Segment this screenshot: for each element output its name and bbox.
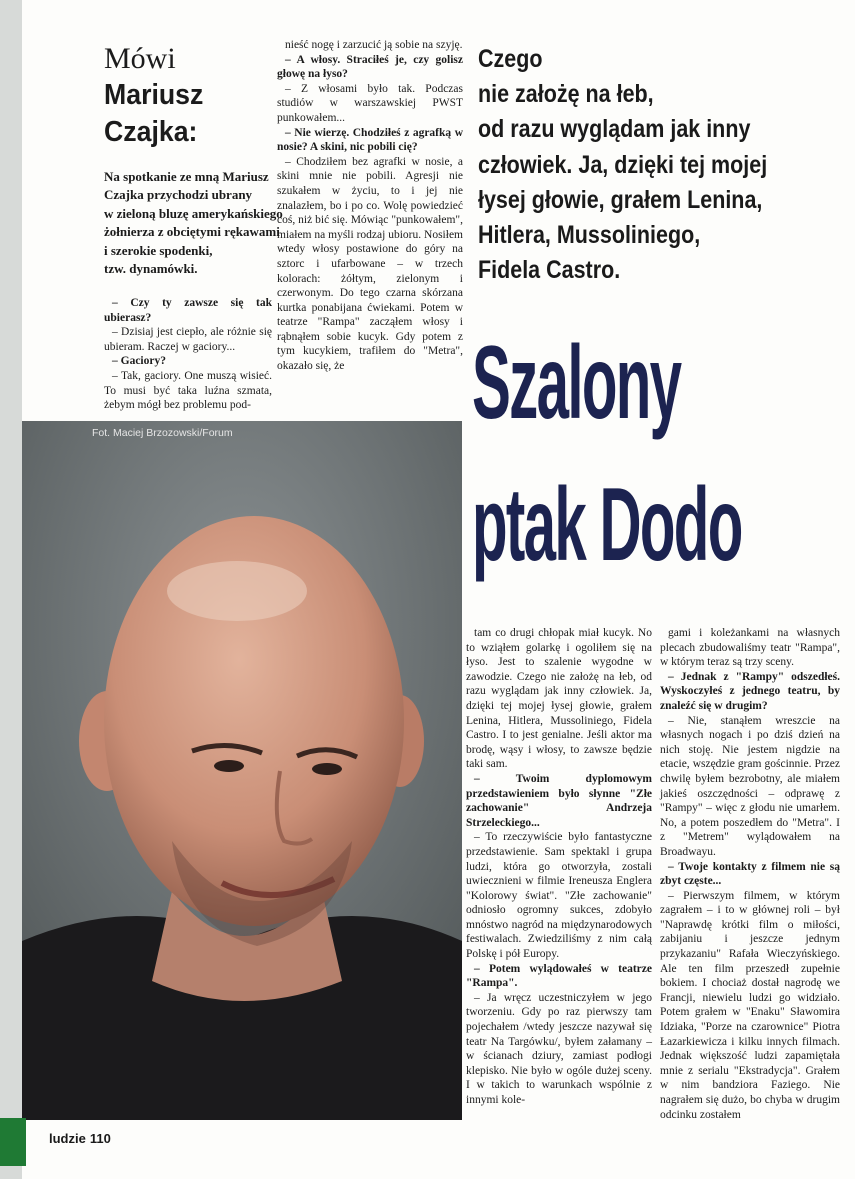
portrait-illustration: [22, 421, 462, 1120]
interview-question: – Czy ty zawsze się tak ubierasz?: [104, 297, 272, 324]
portrait-photo: [22, 421, 462, 1120]
magazine-name: ludzie: [49, 1131, 86, 1146]
interview-answer: – Ja wręcz uczestniczyłem w jego tworzeniu. Gdy po raz pierwszy tam pojechałem /wtedy jeszcze nazywał się teatr Na Targówku/, byłem załamany – w ścianach dziury, zamiast podłogi klepisko. Nie było w ogóle dużej sceny. I w takich to warunkach wspólnie z innymi kole-: [466, 991, 652, 1106]
interview-answer: nieść nogę i zarzucić ją sobie na szyję.: [285, 39, 463, 51]
quote-line: nie założę na łeb,: [478, 80, 654, 109]
interview-question: – Potem wylądowałeś w teatrze "Rampa".: [466, 962, 652, 990]
intro-line: tzw. dynamówki.: [104, 261, 198, 277]
text-column-4: [660, 626, 840, 1122]
interview-question: – Gaciory?: [112, 355, 166, 368]
page-number: 110: [89, 1131, 111, 1146]
quote-line: Czego: [478, 45, 543, 73]
intro-line: w zieloną bluzę amerykańskiego: [104, 205, 283, 221]
text-column-3: [466, 626, 652, 1108]
intro-line: Na spotkanie ze mną Mariusz: [104, 169, 269, 184]
interview-answer: – Chodziłem bez agrafki w nosie, a skini mnie nie pobili. Agresji nie szukałem w życiu, to i jej nie znalazłem, bo i po co. Wolę powiedzieć coś, niż bić się. Mówiąc "punkowałem", miałem na myśli rodzaj ubioru. Nosiłem wtedy włosy postawione do góry na sztorc i ufarbowane – w trzech kolorach: żółtym, zielonym i czerwonym. Do tego czarna skórzana kurtka ponabijana ćwiekami. Potem w teatrze "Rampa" zacząłem włosy i rąbnąłem sobie kucyk. Gdy potem z tym kucykiem, trafiłem do "Metra", okazało się, że: [277, 155, 463, 373]
photo-credit: Fot. Maciej Brzozowski/Forum: [92, 427, 233, 439]
interview-question: – Twoim dyplomowym przedstawieniem było słynne "Złe zachowanie" Andrzeja Strzeleckiego...: [466, 772, 652, 829]
interview-question: – A włosy. Straciłeś je, czy golisz głowę na łyso?: [277, 53, 463, 81]
quote-line: człowiek. Ja, dzięki tej mojej: [478, 150, 768, 179]
text-column-1: [104, 296, 272, 413]
pull-quote: [478, 42, 838, 288]
interview-answer: – Tak, gaciory. One muszą wisieć. To musi być taka luźna szmata, żebym mógł bez problemu pod-: [104, 369, 272, 412]
interview-answer: – Nie, stanąłem wreszcie na własnych nogach i po dziś dzień na nich stoję. Nie jestem nigdzie na etacie, wszędzie gram gościnnie. Przez chwilę byłem bezrobotny, ale miałem jakieś oszczędności – odprawę z "Rampy" – więc z głodu nie umarłem. No, a potem poszedłem do "Metra". I z "Metrem" wylądowałem na Broadwayu.: [660, 714, 840, 858]
interview-answer: tam co drugi chłopak miał kucyk. No to wziąłem golarkę i ogoliłem się na łyso. Jest to szalenie wygodne w zawodzie. Czego nie założę na łeb, od razu wyglądam jak inny człowiek. Ja, dzięki tej mojej łysej głowie, grałem Lenina, Hitlera, Mussoliniego, Fidela Castro. I to jest genialne. Jeśli aktor ma brodę, wąsy i włosy, to zawsze będzie taki sam.: [466, 627, 652, 771]
interview-answer: – To rzeczywiście było fantastyczne przedstawienie. Sam spektakl i grupa ludzi, która go otworzyła, zostali uwiecznieni w filmie Ireneusza Englera "Kolorowy świat". "Złe zachowanie" odniosło ogromny sukces, zdobyło mnóstwo nagród na międzynarodowych festiwalach. Zwiedziliśmy z nim całą Polskę i pół Europy.: [466, 831, 652, 961]
interview-question: – Twoje kontakty z filmem nie są zbyt częste...: [660, 860, 840, 888]
heading-line: Mówi: [104, 42, 176, 75]
interview-question: – Nie wierzę. Chodziłeś z agrafką w nosie? A skini, nic pobili cię?: [277, 126, 463, 154]
title-line: Szalony: [472, 325, 681, 441]
article-title: [472, 312, 855, 596]
interview-answer: – Dzisiaj jest ciepło, ale różnie się ubieram. Raczej w gaciory...: [104, 326, 272, 353]
intro-line: żołnierza z obciętymi rękawami: [104, 224, 280, 240]
heading-line: Czajka:: [104, 116, 198, 148]
intro-line: i szerokie spodenki,: [104, 242, 213, 258]
intro-lead: [104, 168, 283, 278]
text-column-2: [277, 38, 463, 374]
quote-line: łysej głowie, grałem Lenina,: [478, 185, 763, 214]
quote-line: od razu wyglądam jak inny: [478, 115, 751, 144]
section-color-bar: [0, 1118, 26, 1166]
intro-line: Czajka przychodzi ubrany: [104, 187, 253, 203]
quote-line: Fidela Castro.: [478, 256, 621, 285]
page-footer: [49, 1131, 111, 1146]
quote-line: Hitlera, Mussoliniego,: [478, 221, 701, 250]
interview-answer: – Pierwszym filmem, w którym zagrałem – i to w głównej roli – był "Naprawdę krótki film o miłości, zabijaniu i jeszcze jednym przykazaniu" Rafała Wieczyńskiego. Ale ten film przeszedł zupełnie bokiem. I chociaż dostał nagrodę we Francji, niewielu ludzi go widziało. Potem grałem w "Enaku" Sławomira Idziaka, "Porze na czarownice" Piotra Łazarkiewicza i kilku innych filmach. Jednak większość ludzi zapamiętała mnie z serialu "Ekstradycja". Grałem w nim bandziora Faziego. Nie nagrałem się dużo, bo chyba w drugim odcinku zostałem: [660, 889, 840, 1121]
interview-answer: – Z włosami było tak. Podczas studiów w warszawskiej PWST punkowałem...: [277, 82, 463, 124]
interview-heading: [104, 40, 274, 151]
page-edge: [0, 0, 22, 1179]
heading-line: Mariusz: [104, 79, 204, 111]
interview-answer: gami i koleżankami na własnych plecach zbudowaliśmy teatr "Rampa", w którym teraz są trzy sceny.: [660, 627, 840, 669]
interview-question: – Jednak z "Rampy" odszedłeś. Wyskoczyłeś z jednego teatru, by znaleźć się w drugim?: [660, 670, 840, 712]
title-line: ptak Dodo: [472, 467, 742, 583]
